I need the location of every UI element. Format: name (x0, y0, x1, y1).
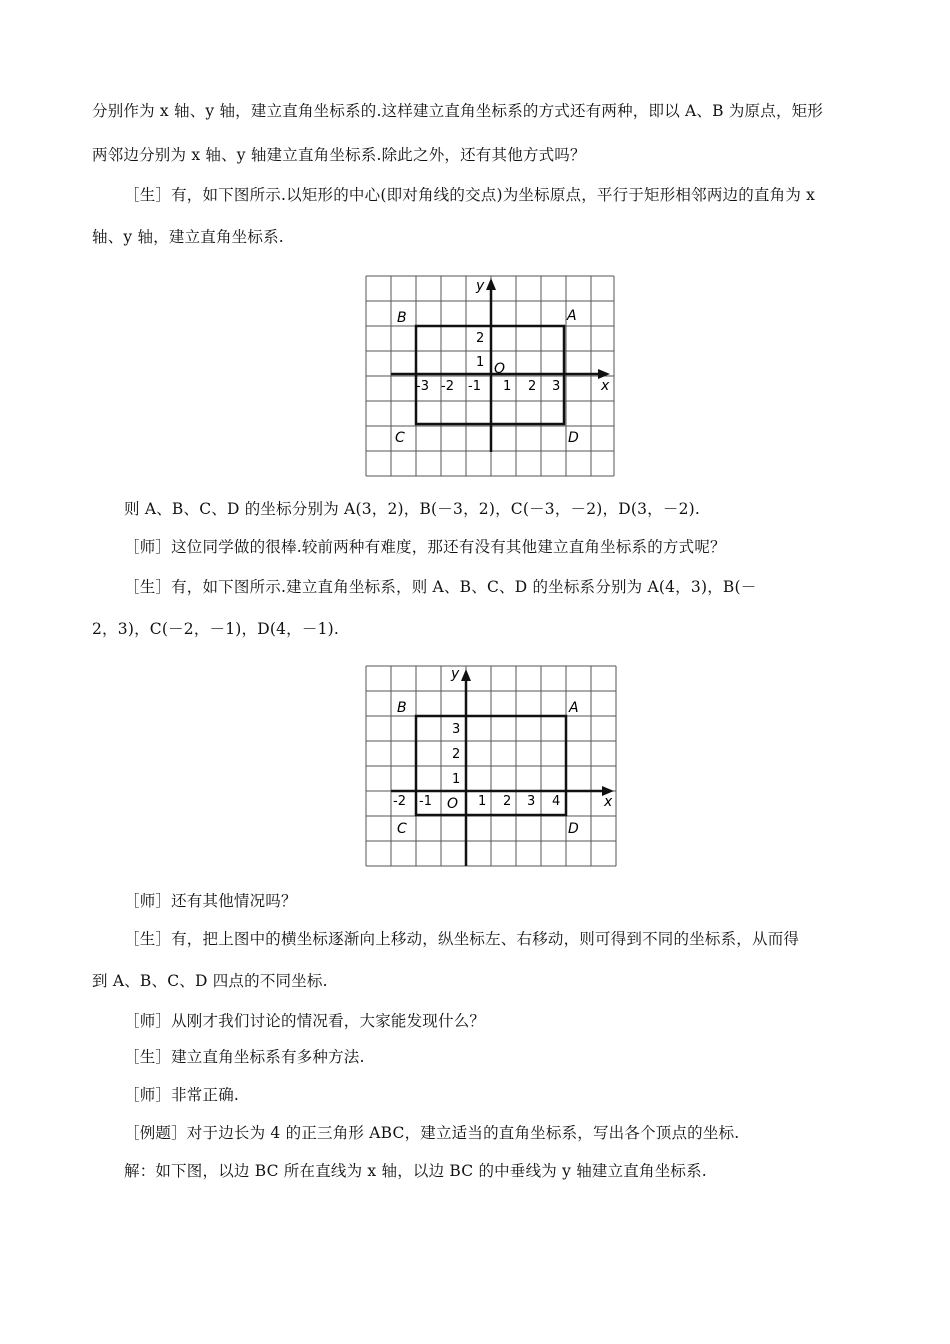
coordinate-figure-1 (364, 274, 616, 482)
x-tick-label: -2 (393, 794, 406, 809)
y-tick-label: 2 (476, 331, 485, 346)
x-axis-label: x (601, 378, 610, 394)
x-tick-label: 2 (528, 379, 537, 394)
y-axis-label: y (476, 278, 485, 294)
paragraph-10: ［生］有，把上图中的横坐标逐渐向上移动，纵坐标左、右移动，则可得到不同的坐标系，从而得 (124, 930, 800, 948)
point-d-label: D (568, 821, 579, 837)
x-tick-label: 3 (527, 794, 536, 809)
point-c-label: C (397, 821, 407, 837)
paragraph-15: ［例题］对于边长为 4 的正三角形 ABC，建立适当的直角坐标系，写出各个顶点的坐标. (124, 1124, 740, 1142)
paragraph-8: 2，3)，C(－2，－1)，D(4，－1). (92, 620, 340, 638)
coordinate-figure-2 (364, 664, 618, 874)
y-axis-arrow (486, 278, 496, 290)
y-tick-label: 1 (452, 772, 461, 787)
origin-label: O (447, 796, 459, 812)
origin-label: O (494, 361, 506, 377)
x-tick-label: 1 (478, 794, 487, 809)
x-tick-label: 4 (552, 794, 561, 809)
paragraph-16: 解：如下图，以边 BC 所在直线为 x 轴，以边 BC 的中垂线为 y 轴建立直角坐标系. (124, 1162, 707, 1180)
paragraph-3: ［生］有，如下图所示.以矩形的中心(即对角线的交点)为坐标原点，平行于矩形相邻两边的直角为 x (124, 186, 816, 204)
paragraph-1: 分别作为 x 轴、y 轴，建立直角坐标系的.这样建立直角坐标系的方式还有两种，即以 A、B 为原点，矩形 (92, 102, 824, 120)
x-tick-label: 3 (552, 379, 561, 394)
x-tick-label: -1 (468, 379, 481, 394)
paragraph-11: 到 A、B、C、D 四点的不同坐标. (92, 972, 328, 990)
y-axis-label: y (451, 666, 460, 682)
y-tick-label: 1 (476, 355, 485, 370)
x-tick-label: -3 (416, 379, 429, 394)
point-a-label: A (569, 700, 579, 716)
x-axis-label: x (604, 794, 613, 810)
y-tick-label: 3 (452, 722, 461, 737)
point-b-label: B (397, 700, 407, 716)
x-tick-label: 2 (503, 794, 512, 809)
paragraph-13: ［生］建立直角坐标系有多种方法. (124, 1048, 365, 1066)
paragraph-5: 则 A、B、C、D 的坐标分别为 A(3，2)，B(－3，2)，C(－3，－2)，D(3，－2). (124, 500, 701, 518)
y-axis-arrow (461, 669, 471, 681)
paragraph-12: ［师］从刚才我们讨论的情况看，大家能发现什么？ (124, 1012, 486, 1030)
point-a-label: A (567, 308, 577, 324)
x-tick-label: -2 (441, 379, 454, 394)
y-tick-label: 2 (452, 747, 461, 762)
paragraph-14: ［师］非常正确. (124, 1086, 240, 1104)
point-d-label: D (568, 430, 579, 446)
point-c-label: C (395, 430, 405, 446)
paragraph-7: ［生］有，如下图所示.建立直角坐标系，则 A、B、C、D 的坐标系分别为 A(4，3)，B(－ (124, 578, 757, 596)
x-tick-label: -1 (419, 794, 432, 809)
point-b-label: B (397, 310, 407, 326)
paragraph-4: 轴、y 轴，建立直角坐标系. (92, 228, 284, 246)
paragraph-6: ［师］这位同学做的很棒.较前两种有难度，那还有没有其他建立直角坐标系的方式呢？ (124, 538, 726, 556)
paragraph-9: ［师］还有其他情况吗？ (124, 892, 297, 910)
x-tick-label: 1 (503, 379, 512, 394)
paragraph-2: 两邻边分别为 x 轴、y 轴建立直角坐标系.除此之外，还有其他方式吗？ (92, 146, 586, 164)
